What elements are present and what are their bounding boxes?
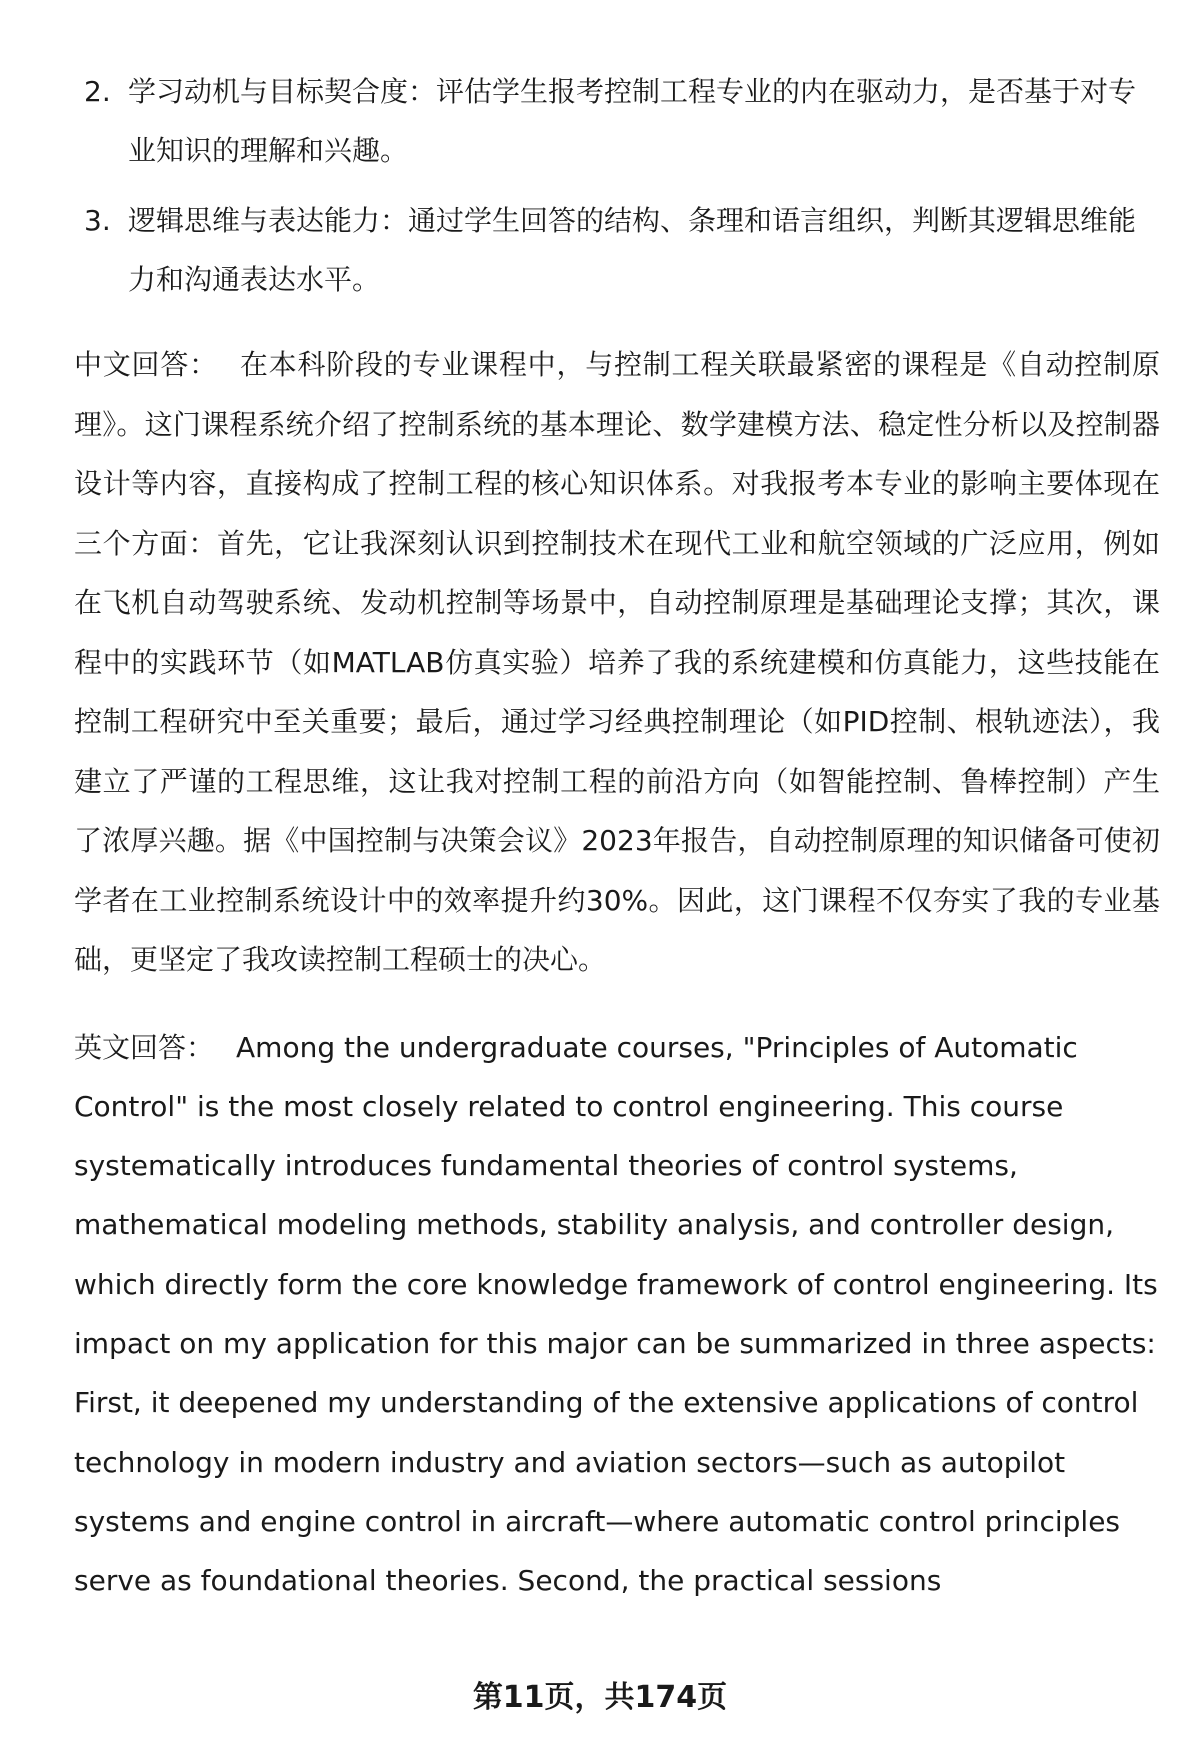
list-item [74, 62, 1160, 180]
chinese-answer-text: 在本科阶段的专业课程中，与控制工程关联最紧密的课程是《自动控制原理》。这门课程系统介绍了控制系统的基本理论、数学建模方法、稳定性分析以及控制器设计等内容，直接构成了控制工程的核心知识体系。对我报考本专业的影响主要体现在三个方面：首先，它让我深刻认识到控制技术在现代工业和航空领域的广泛应用，例如在飞机自动驾驶系统、发动机控制等场景中，自动控制原理是基础理论支撑；其次，课程中的实践环节（如MATLAB仿真实验）培养了我的系统建模和仿真能力，这些技能在控制工程研究中至关重要；最后，通过学习经典控制理论（如PID控制、根轨迹法），我建立了严谨的工程思维，这让我对控制工程的前沿方向（如智能控制、鲁棒控制）产生了浓厚兴趣。据《中国控制与决策会议》2023年报告，自动控制原理的知识储备可使初学者在工业控制系统设计中的效率提升约30%。因此，这门课程不仅夯实了我的专业基础，更坚定了我攻读控制工程硕士的决心。 [74, 348, 1160, 976]
list-item-text: 学习动机与目标契合度：评估学生报考控制工程专业的内在驱动力，是否基于对专业知识的理解和兴趣。 [128, 75, 1137, 167]
list-item-number: 2. [84, 75, 111, 108]
list-item-number: 3. [84, 204, 111, 237]
chinese-answer-label: 中文回答： [74, 348, 218, 381]
criteria-list [74, 62, 1160, 309]
page-content [74, 62, 1160, 1610]
english-answer-text: Among the undergraduate courses, "Principles of Automatic Control" is the most closely related to control engineering. This course systematically introduces fundamental theories of control systems, mathematical modeling methods, stability analysis, and controller design, which directly form the core knowledge framework of control engineering. Its impact on my application for this major can be summarized in three aspects: First, it deepened my understanding of the extensive applications of control technology in modern industry and aviation sectors—such as autopilot systems and engine control in aircraft—where automatic control principles serve as foundational theories. Second, the practical sessions [74, 1030, 1158, 1598]
list-item-text: 逻辑思维与表达能力：通过学生回答的结构、条理和语言组织，判断其逻辑思维能力和沟通表达水平。 [128, 204, 1137, 296]
page-number-footer: 第11页，共174页 [472, 1680, 728, 1715]
list-item [74, 191, 1160, 309]
chinese-answer-paragraph [74, 335, 1160, 990]
english-answer-label: 英文回答： [74, 1030, 215, 1064]
english-answer-paragraph [74, 1018, 1160, 1611]
